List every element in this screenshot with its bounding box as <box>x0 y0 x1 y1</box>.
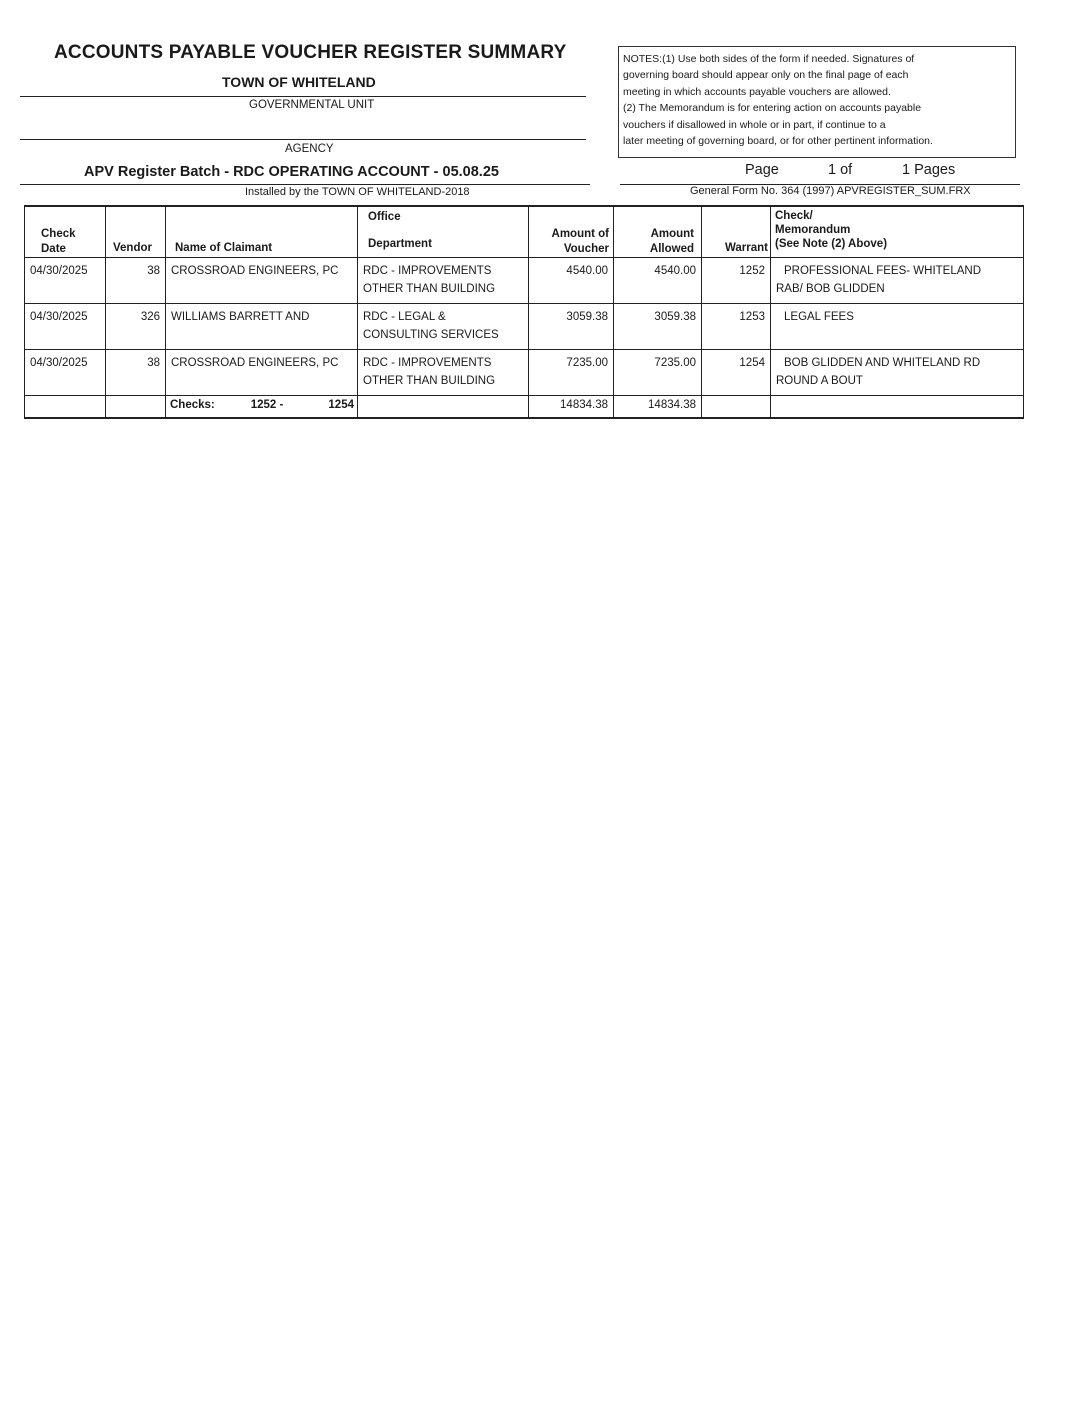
header-warrant: Warrant <box>702 206 771 258</box>
unit-name: TOWN OF WHITELAND <box>222 74 376 90</box>
note-line: governing board should appear only on the final page of each <box>623 69 909 82</box>
notes-box <box>618 46 1016 158</box>
table-row <box>25 350 1024 396</box>
unit-rule <box>20 96 586 97</box>
table-header-row <box>25 206 1024 258</box>
header-voucher-amount: Amount of Voucher <box>529 206 614 258</box>
header-vendor: Vendor <box>106 206 166 258</box>
header-claimant: Name of Claimant <box>166 206 358 258</box>
batch-title: APV Register Batch - RDC OPERATING ACCOUNT - 05.08.25 <box>84 164 499 180</box>
warrant-number: 1253 <box>739 311 765 323</box>
header-department: Office Department <box>358 206 529 258</box>
checks-from: 1252 - <box>250 399 284 411</box>
installed-note: Installed by the TOWN OF WHITELAND-2018 <box>245 186 470 198</box>
batch-rule <box>20 184 590 185</box>
check-date: 04/30/2025 <box>30 265 88 277</box>
warrant-number: 1254 <box>739 357 765 369</box>
office-department: RDC - IMPROVEMENTS OTHER THAN BUILDING <box>363 357 496 387</box>
total-allowed: 14834.38 <box>648 399 696 411</box>
checks-range <box>166 396 358 418</box>
header-allowed-amount: Amount Allowed <box>614 206 702 258</box>
office-department: RDC - IMPROVEMENTS OTHER THAN BUILDING <box>363 265 496 295</box>
voucher-amount: 4540.00 <box>566 265 608 277</box>
table-row <box>25 304 1024 350</box>
claimant-name: WILLIAMS BARRETT AND <box>171 311 310 323</box>
claimant-name: CROSSROAD ENGINEERS, PC <box>171 265 339 277</box>
agency-label: AGENCY <box>285 143 334 155</box>
checks-label: Checks: <box>170 399 215 411</box>
header-check-date: Check Date <box>25 206 106 258</box>
note-line: meeting in which accounts payable vouchers are allowed. <box>623 85 891 98</box>
memorandum: LEGAL FEES <box>784 311 854 323</box>
table-row <box>25 258 1024 304</box>
general-form-number: General Form No. 364 (1997) APVREGISTER_SUM.FRX <box>690 185 971 197</box>
form-title: ACCOUNTS PAYABLE VOUCHER REGISTER SUMMARY <box>54 42 567 63</box>
total-voucher: 14834.38 <box>560 399 608 411</box>
voucher-amount: 3059.38 <box>566 311 608 323</box>
unit-label: GOVERNMENTAL UNIT <box>249 99 375 111</box>
agency-rule <box>20 139 586 140</box>
vendor-number: 38 <box>147 357 160 369</box>
page-label: Page <box>745 162 779 178</box>
header-memorandum: Check/ Memorandum (See Note (2) Above) <box>771 206 1024 258</box>
allowed-amount: 3059.38 <box>654 311 696 323</box>
page-total: 1 Pages <box>902 162 956 178</box>
allowed-amount: 4540.00 <box>654 265 696 277</box>
note-line: NOTES:(1) Use both sides of the form if needed. Signatures of <box>623 53 915 65</box>
office-department: RDC - LEGAL & CONSULTING SERVICES <box>363 311 499 341</box>
voucher-register-table <box>24 205 1024 419</box>
checks-to: 1254 <box>328 399 354 411</box>
totals-row <box>25 396 1024 418</box>
vendor-number: 38 <box>147 265 160 277</box>
check-date: 04/30/2025 <box>30 311 88 323</box>
voucher-amount: 7235.00 <box>566 357 608 369</box>
warrant-number: 1252 <box>739 265 765 277</box>
check-date: 04/30/2025 <box>30 357 88 369</box>
vendor-number: 326 <box>140 311 160 323</box>
note-line: later meeting of governing board, or for other pertinent information. <box>623 135 933 148</box>
memorandum: BOB GLIDDEN AND WHITELAND RD ROUND A BOUT <box>776 357 981 387</box>
allowed-amount: 7235.00 <box>654 357 696 369</box>
memorandum: PROFESSIONAL FEES- WHITELAND RAB/ BOB GLIDDEN <box>776 265 982 295</box>
note-line: vouchers if disallowed in whole or in part, if continue to a <box>623 118 886 131</box>
page-number: 1 of <box>828 162 853 178</box>
note-line: (2) The Memorandum is for entering action on accounts payable <box>623 102 922 115</box>
claimant-name: CROSSROAD ENGINEERS, PC <box>171 357 339 369</box>
